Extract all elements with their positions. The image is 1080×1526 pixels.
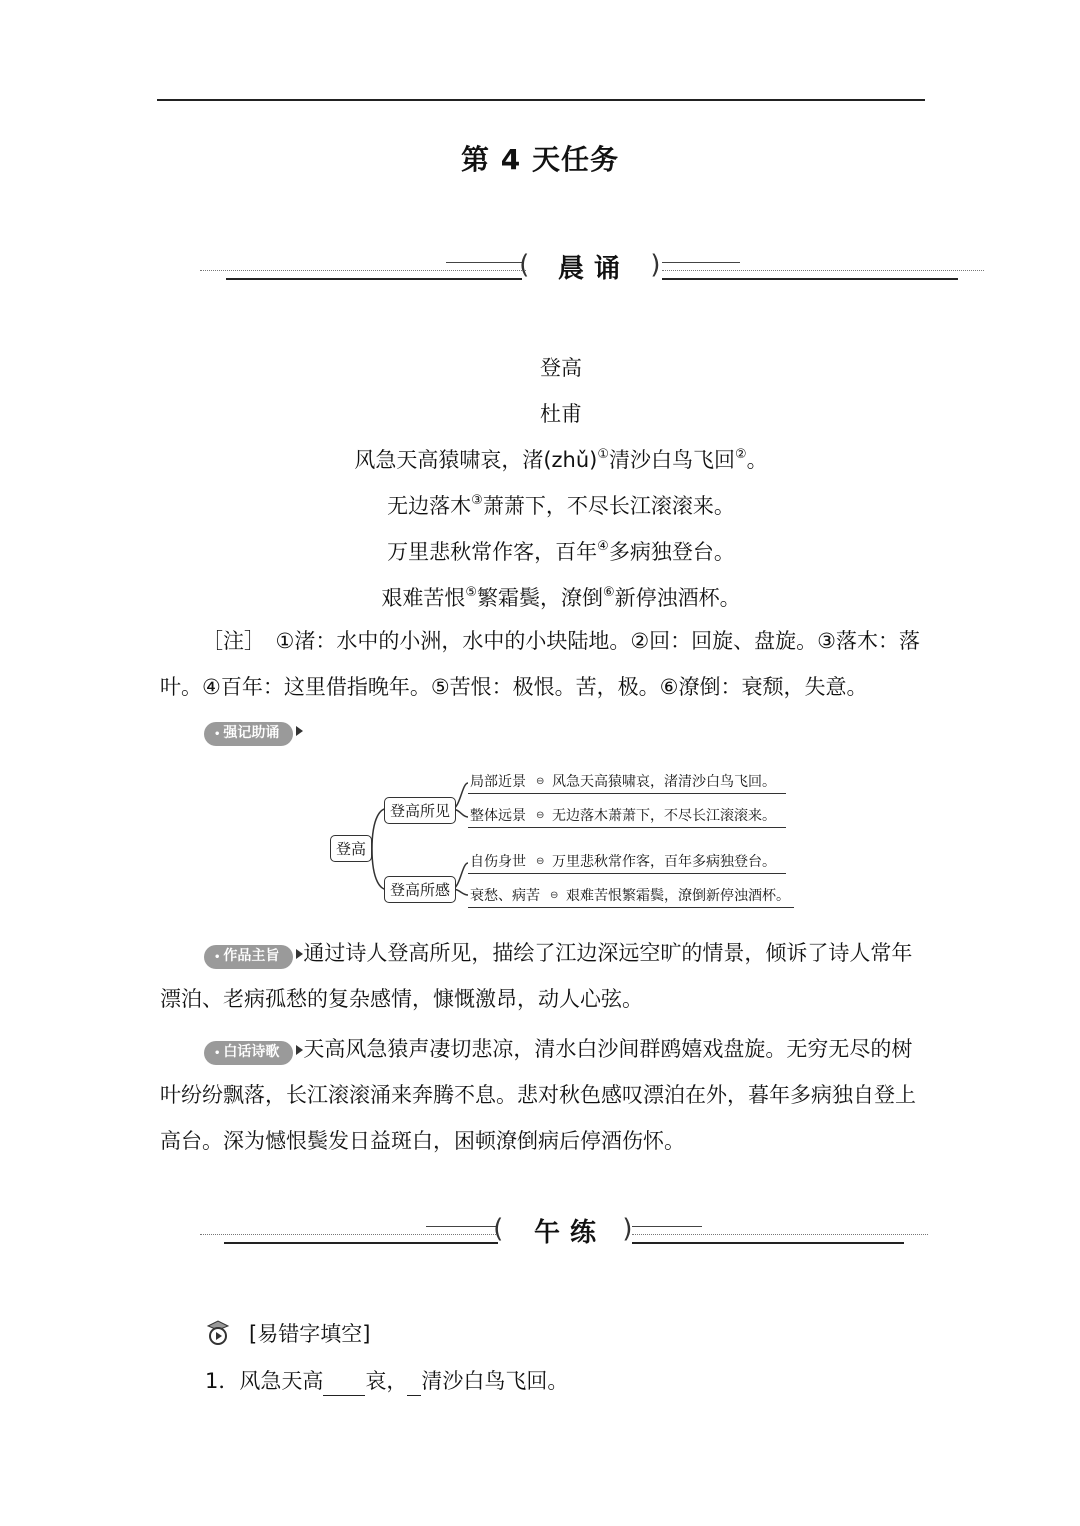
question-1: 1．风急天高 哀， 清沙白鸟飞回。	[205, 1365, 568, 1396]
mindmap-leaf-label: 整体远景	[470, 808, 526, 824]
poem-title: 登高	[540, 356, 582, 380]
mindmap	[320, 765, 810, 915]
mindmap-root: 登高	[330, 835, 372, 862]
mindmap-leaf-text: 无边落木萧萧下，不尽长江滚滚来。	[552, 808, 776, 824]
section-label-morning: 晨诵	[552, 248, 636, 285]
section-banner-noon	[200, 1214, 984, 1278]
circle-icon: ⊖	[536, 856, 545, 867]
circle-icon: ⊖	[536, 810, 545, 821]
play-icon	[205, 1320, 231, 1346]
poem-line-3: 万里悲秋常作客，百年④多病独登台。	[387, 539, 735, 564]
circle-icon: ⊖	[550, 890, 559, 901]
circle-icon: ⊖	[536, 776, 545, 787]
mindmap-branch-felt: 登高所感	[384, 876, 456, 903]
theme-tag: • 作品主旨	[204, 945, 293, 969]
poem-line-4: 艰难苦恨⑤繁霜鬓，潦倒⑥新停浊酒杯。	[381, 585, 741, 610]
bracket-right-icon: )	[620, 1214, 636, 1244]
mindmap-leaf-text: 万里悲秋常作客，百年多病独登台。	[552, 854, 776, 870]
bracket-right-icon: )	[648, 250, 664, 280]
theme-paragraph: • 作品主旨 通过诗人登高所见，描绘了江边深远空旷的情景，倾诉了诗人常年漂泊、老病孤愁的复杂感情，慷慨激昂，动人心弦。	[160, 941, 913, 1011]
poem-author: 杜甫	[540, 402, 582, 426]
mindmap-leaf-label: 自伤身世	[470, 854, 526, 870]
mindmap-tag: • 强记助诵	[204, 722, 303, 746]
blank-input[interactable]	[407, 1371, 421, 1396]
translation-paragraph: • 白话诗歌 天高风急猿声凄切悲凉，清水白沙间群鸥嬉戏盘旋。无穷无尽的树叶纷纷飘落，长江滚滚涌来奔腾不息。悲对秋色感叹漂泊在外，暮年多病独自登上高台。深为憾恨鬓发日益斑白，困顿潦倒病后停酒伤怀。	[160, 1037, 916, 1153]
poem-line-1: 风急天高猿啸哀，渚(zhǔ)①清沙白鸟飞回②。	[354, 447, 768, 472]
mindmap-leaf-text: 风急天高猿啸哀，渚清沙白鸟飞回。	[552, 774, 776, 790]
section-banner-morning	[200, 250, 984, 314]
blank-input[interactable]	[323, 1371, 365, 1396]
mindmap-leaf-label: 局部近景	[470, 774, 526, 790]
mindmap-branch-seen: 登高所见	[384, 797, 456, 824]
section-label-noon: 午练	[528, 1212, 612, 1249]
mindmap-leaf-text: 艰难苦恨繁霜鬓，潦倒新停浊酒杯。	[566, 888, 790, 904]
poem-notes: ［注］ ①渚：水中的小洲，水中的小块陆地。②回：回旋、盘旋。③落木：落叶。④百年：这里借指晚年。⑤苦恨：极恨。苦，极。⑥潦倒：衰颓，失意。	[160, 629, 920, 699]
top-rule	[157, 99, 925, 101]
exercise-heading: [易错字填空]	[205, 1318, 370, 1348]
page-title: 第 4 天任务	[461, 143, 619, 176]
translation-tag: • 白话诗歌	[204, 1041, 293, 1065]
poem-line-2: 无边落木③萧萧下，不尽长江滚滚来。	[387, 493, 735, 518]
bracket-left-icon: (	[516, 250, 532, 280]
mindmap-leaf-label: 衰愁、病苦	[470, 888, 540, 904]
bracket-left-icon: (	[490, 1214, 506, 1244]
triangle-icon	[296, 726, 303, 736]
